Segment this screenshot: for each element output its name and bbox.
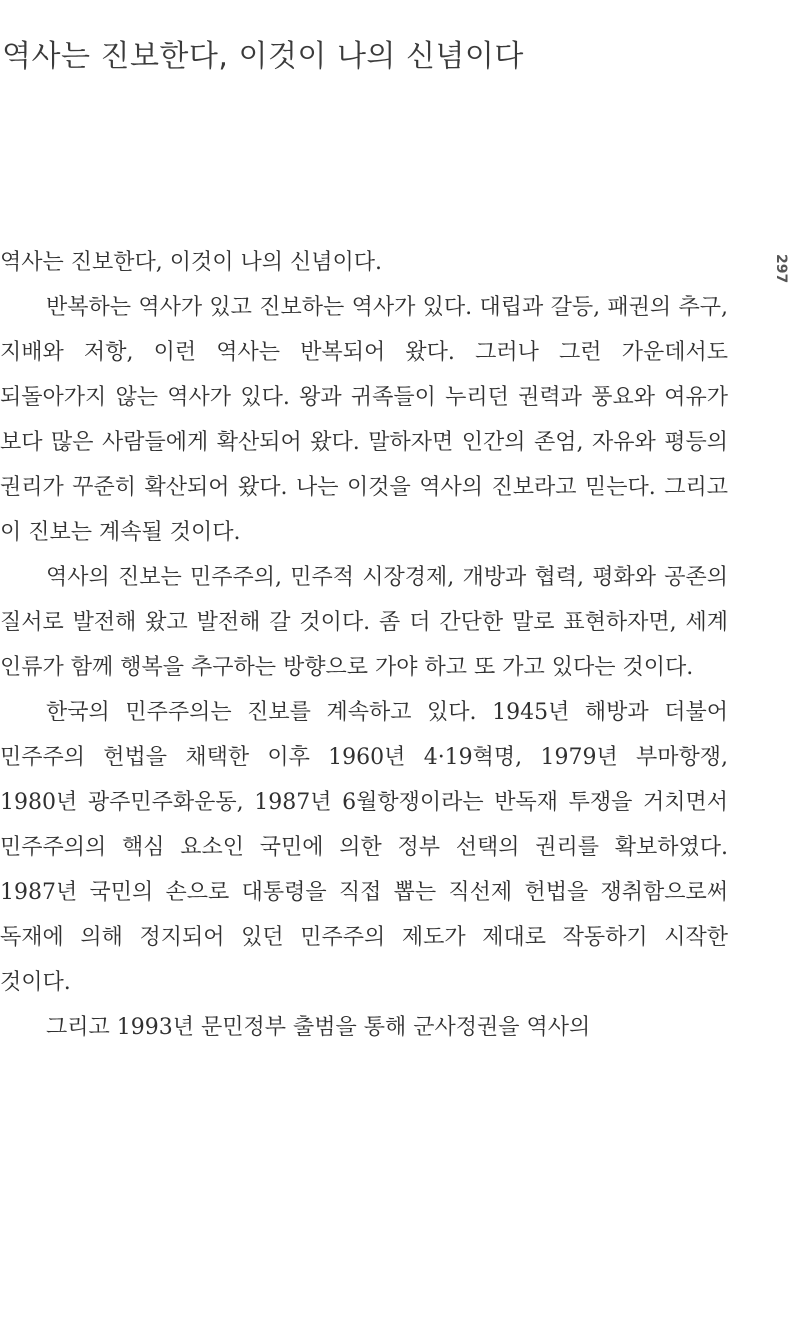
- paragraph: 한국의 민주주의는 진보를 계속하고 있다. 1945년 해방과 더불어 민주주의 헌법을 채택한 이후 1960년 4·19혁명, 1979년 부마항쟁, 1980년 광주민주화운동, 1987년 6월항쟁이라는 반독재 투쟁을 거치면서 민주주의의 핵심 요소인 국민에 의한 정부 선택의 권리를 확보하였다. 1987년 국민의 손으로 대통령을 직접 뽑는 직선제 헌법을 쟁취함으로써 독재에 의해 정지되어 있던 민주주의 제도가 제대로 작동하기 시작한 것이다.: [0, 700, 728, 995]
- paragraph: 반복하는 역사가 있고 진보하는 역사가 있다. 대립과 갈등, 패권의 추구, 지배와 저항, 이런 역사는 반복되어 왔다. 그러나 그런 가운데서도 되돌아가지 않는 역사가 있다. 왕과 귀족들이 누리던 권력과 풍요와 여유가 보다 많은 사람들에게 확산되어 왔다. 말하자면 인간의 존엄, 자유와 평등의 권리가 꾸준히 확산되어 왔다. 나는 이것을 역사의 진보라고 믿는다. 그리고 이 진보는 계속될 것이다.: [0, 295, 728, 545]
- body-text: [0, 240, 728, 1050]
- page-number: 297: [773, 254, 789, 284]
- paragraph-opening: 역사는 진보한다, 이것이 나의 신념이다.: [0, 250, 382, 275]
- paragraph: 역사의 진보는 민주주의, 민주적 시장경제, 개방과 협력, 평화와 공존의 질서로 발전해 왔고 발전해 갈 것이다. 좀 더 간단한 말로 표현하자면, 세계 인류가 함께 행복을 추구하는 방향으로 가야 하고 또 가고 있다는 것이다.: [0, 565, 728, 680]
- chapter-title: 역사는 진보한다, 이것이 나의 신념이다: [2, 39, 524, 74]
- paragraph: 그리고 1993년 문민정부 출범을 통해 군사정권을 역사의: [46, 1015, 591, 1040]
